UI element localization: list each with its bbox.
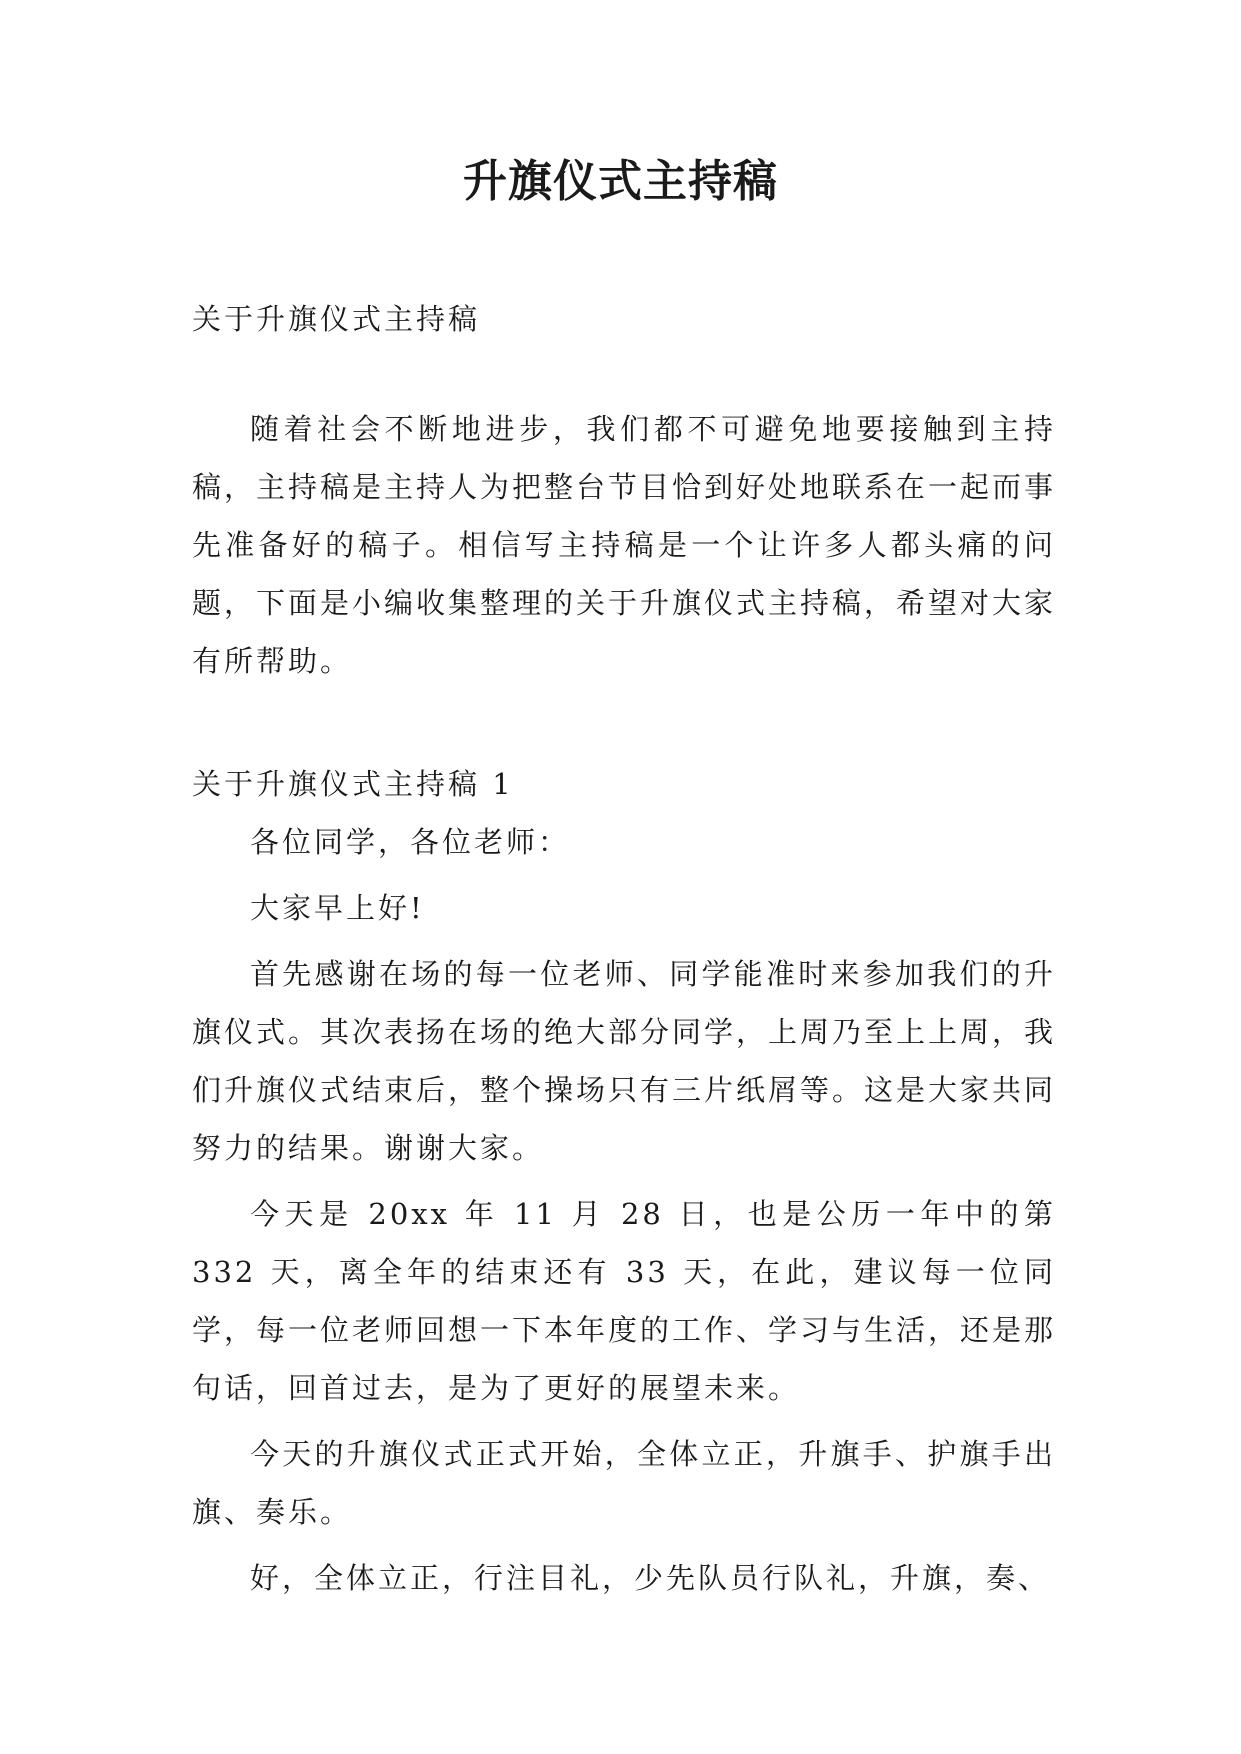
paragraph: 大家早上好! [250,891,425,925]
paragraph: 今天是 20xx 年 11 月 28 日，也是公历一年中的第 332 天，离全年的结束还有 33 天，在此，建议每一位同学，每一位老师回想一下本年度的工作、学习与生活，还是那句话，回首过去，是为了更好的展望未来。 [192,1197,1057,1405]
paragraph: 今天的升旗仪式正式开始，全体立正，升旗手、护旗手出旗、奏乐。 [192,1437,1056,1529]
section-heading: 关于升旗仪式主持稿 1 [192,767,514,801]
document-title: 升旗仪式主持稿 [463,156,778,207]
paragraph: 好，全体立正，行注目礼，少先队员行队礼，升旗，奏、 [250,1561,1051,1595]
paragraph: 首先感谢在场的每一位老师、同学能准时来参加我们的升旗仪式。其次表扬在场的绝大部分同学，上周乃至上上周，我们升旗仪式结束后，整个操场只有三片纸屑等。这是大家共同努力的结果。谢谢大家。 [192,957,1057,1165]
intro-paragraph: 随着社会不断地进步，我们都不可避免地要接触到主持稿，主持稿是主持人为把整台节目恰到好处地联系在一起而事先准备好的稿子。相信写主持稿是一个让许多人都头痛的问题，下面是小编收集整理的关于升旗仪式主持稿，希望对大家有所帮助。 [192,412,1057,678]
paragraph: 各位同学，各位老师： [250,825,571,859]
document-subtitle: 关于升旗仪式主持稿 [192,302,481,336]
section-content [192,813,1056,1615]
